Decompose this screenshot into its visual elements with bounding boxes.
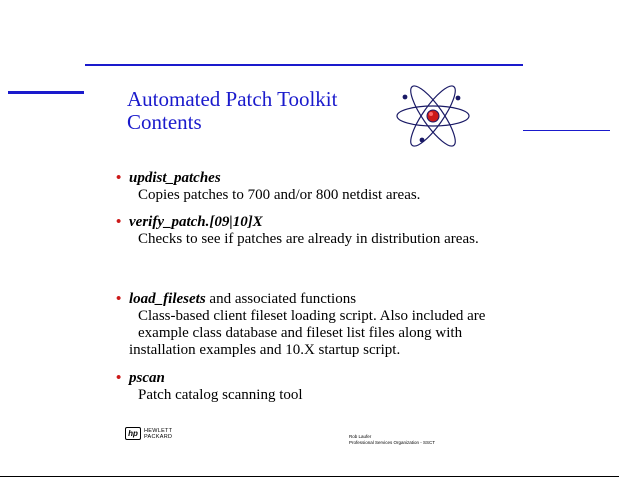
item-description: Copies patches to 700 and/or 800 netdist areas. bbox=[138, 187, 421, 203]
bullet-icon: • bbox=[116, 291, 122, 307]
list-item bbox=[116, 214, 479, 248]
footer-credit bbox=[349, 434, 435, 446]
list-item bbox=[116, 370, 303, 404]
footer-credit-line-1: Rob Laufer bbox=[349, 434, 372, 439]
list-item bbox=[116, 170, 420, 204]
bullet-icon: • bbox=[116, 170, 122, 186]
hp-logo bbox=[125, 427, 172, 440]
hp-logo-mark: hp bbox=[125, 427, 141, 440]
item-term: pscan bbox=[129, 370, 165, 386]
left-accent-rule bbox=[8, 91, 84, 94]
footer-credit-line-2: Professional Services Organization - SSCT bbox=[349, 440, 436, 445]
right-accent-rule bbox=[523, 130, 610, 131]
item-description: installation examples and 10.X startup script. bbox=[129, 342, 401, 358]
list-item bbox=[116, 291, 485, 359]
slide-title-line-2: Contents bbox=[127, 110, 202, 134]
atom-icon bbox=[394, 84, 472, 148]
item-term: verify_patch.[09|10]X bbox=[129, 214, 263, 230]
hp-logo-line-2: PACKARD bbox=[144, 433, 173, 440]
item-description: Class-based client fileset loading script. Also included are bbox=[138, 308, 486, 324]
item-term: updist_patches bbox=[129, 170, 221, 186]
bottom-rule bbox=[0, 476, 619, 477]
hp-logo-line-1: HEWLETT bbox=[144, 427, 173, 434]
top-rule bbox=[85, 64, 523, 66]
item-description: Patch catalog scanning tool bbox=[138, 387, 303, 403]
item-term: load_filesets bbox=[129, 291, 206, 307]
item-description: Checks to see if patches are already in distribution areas. bbox=[138, 231, 479, 247]
slide-title-line-1: Automated Patch Toolkit bbox=[127, 87, 338, 111]
bullet-icon: • bbox=[116, 370, 122, 386]
slide-title bbox=[127, 88, 337, 134]
item-description: example class database and fileset list files along with bbox=[138, 325, 463, 341]
bullet-icon: • bbox=[116, 214, 122, 230]
item-term-suffix: and associated functions bbox=[205, 291, 357, 307]
